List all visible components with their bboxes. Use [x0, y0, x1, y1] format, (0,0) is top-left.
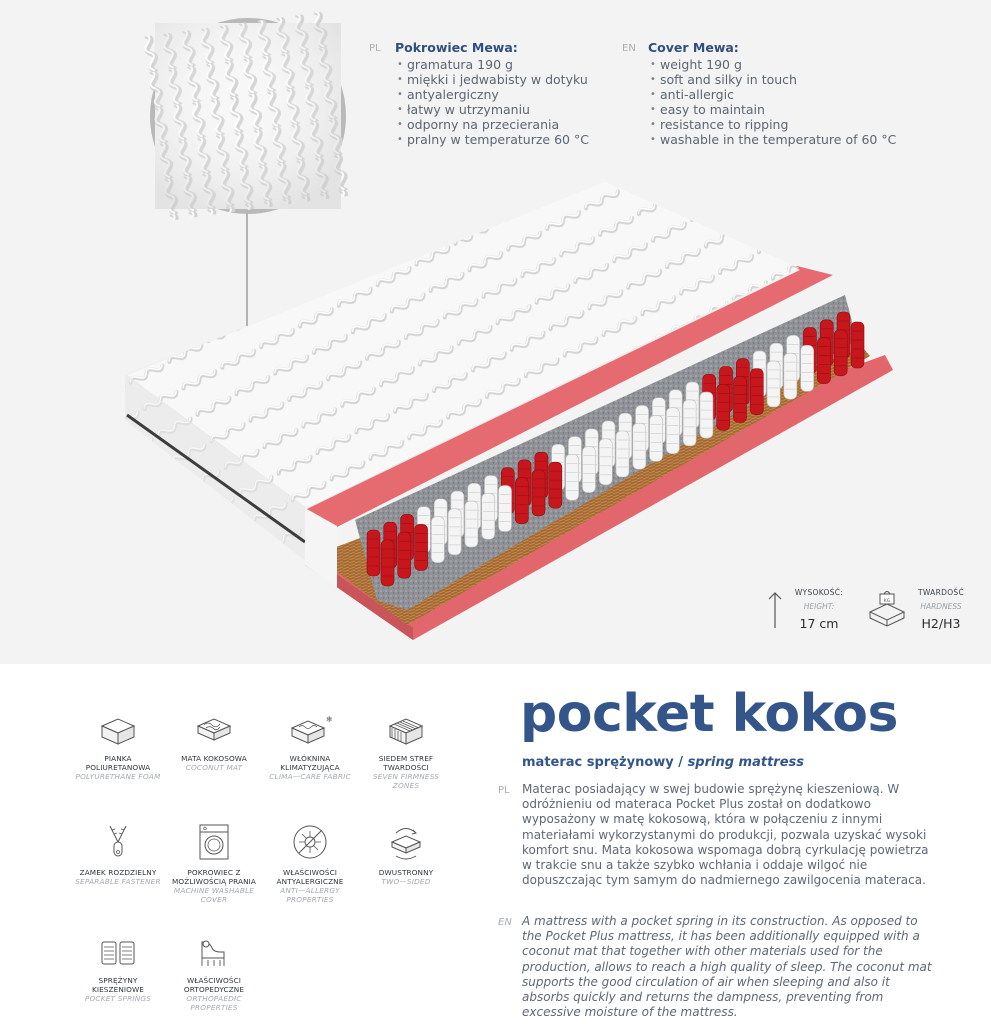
feature-label-en: POLYURETHANE FOAM [75, 772, 161, 781]
spring-pocket [398, 532, 411, 578]
washing-machine-icon [194, 822, 234, 862]
lang-label-en: EN [622, 43, 636, 54]
feature-orthopaedic [171, 938, 257, 1012]
feature-label-en: ORTHOPAEDIC PROPERTIES [186, 994, 242, 1012]
clima-fabric-icon [288, 714, 332, 748]
spring-pocket [700, 392, 713, 438]
cover-title-en: Cover Mewa: [648, 40, 739, 55]
spring-pocket [367, 530, 380, 576]
mattress-illustration [115, 170, 905, 650]
cover-description-en [622, 40, 897, 147]
lang-label-pl: PL [369, 43, 381, 54]
spring-pocket [784, 353, 797, 399]
feature-label-pl: SPRĘŻYNY KIESZENIOWE [91, 976, 145, 994]
spring-pocket [633, 423, 646, 469]
subtitle-separator: / [673, 755, 688, 770]
feature-zones [363, 714, 449, 790]
anti-allergy-icon [290, 822, 330, 862]
spring-pocket [650, 415, 663, 461]
coconut-mat-icon [194, 714, 234, 748]
list-item: • soft and silky in touch [648, 72, 896, 87]
height-spec [790, 588, 848, 631]
spring-pocket [616, 431, 629, 477]
product-title: pocket kokos [520, 684, 898, 744]
list-item: • miękki i jedwabisty w dotyku [395, 72, 589, 87]
feature-label-en: MACHINE WASHABLE COVER [173, 886, 255, 904]
hardness-label-pl: TWARDOŚĆ [917, 588, 964, 597]
spring-pocket [465, 501, 478, 547]
spring-pocket [834, 330, 847, 376]
spring-pocket [666, 408, 679, 454]
height-value: 17 cm [799, 616, 839, 631]
spring-pocket [599, 439, 612, 485]
feature-washable [171, 822, 257, 904]
spring-pocket [381, 540, 394, 586]
description-pl [498, 782, 932, 888]
feature-label-pl: WŁÓKNINA KLIMATYZUJĄCA [280, 754, 340, 772]
spring-pocket [499, 486, 512, 532]
feature-label-pl: PIANKA POLIURETANOWA [85, 754, 151, 772]
spring-pocket [801, 345, 814, 391]
weight-hardness-icon [866, 588, 908, 630]
feature-label-pl: WŁAŚCIWOŚCI ANTYALERGICZNE [276, 868, 344, 886]
feature-label-en: POCKET SPRINGS [84, 994, 152, 1003]
feature-label-pl: ZAMEK ROZDZIELNY [79, 868, 157, 877]
lang-label-en: EN [498, 917, 512, 928]
spring-pocket [851, 322, 864, 368]
cover-list-pl [395, 57, 589, 147]
description-text-pl: Materac posiadający w swej budowie sprężynę kieszeniową. W odróżnieniu od materaca Pocket Plus został on dodatkowo wyposażony w matę kokosową, która w połączeniu z innymi materiałami wykorzystanymi do produkcji, pozwala uzyskać wysoki komfort snu. Mata kokosowa wspomaga dobrą cyrkulację powietrza w trakcie snu a także szybko wchłania i oddaje wilgoć nie dopuszczając tym samym do nadmiernego zawilgocenia materaca. [522, 782, 929, 888]
spring-pocket [717, 384, 730, 430]
spring-pocket [549, 462, 562, 508]
list-item: • resistance to ripping [648, 117, 896, 132]
height-arrow-icon [766, 590, 784, 630]
orthopaedic-icon [194, 938, 234, 970]
two-sided-icon [386, 822, 426, 862]
list-item: • weight 190 g [648, 57, 896, 72]
spring-pocket [734, 377, 747, 423]
spring-pocket [415, 524, 428, 570]
list-item: • washable in the temperature of 60 °C [648, 132, 896, 147]
subtitle-pl: materac sprężynowy [522, 755, 674, 770]
list-item: • pralny w temperaturze 60 °C [395, 132, 589, 147]
feature-zipper [75, 822, 161, 886]
svg-text:❄: ❄ [326, 715, 333, 724]
spring-pocket [482, 493, 495, 539]
feature-label-pl: POKROWIEC Z MOŻLIWOŚCIĄ PRANIA [172, 868, 256, 886]
subtitle-en: spring mattress [687, 755, 805, 770]
list-item: • łatwy w utrzymaniu [395, 102, 589, 117]
list-item: • gramatura 190 g [395, 57, 589, 72]
feature-label-en: SEVEN FIRMNESS ZONES [372, 772, 440, 790]
feature-label-pl: SIEDEM STREF TWARDOŚCI [378, 754, 434, 772]
spring-pocket [515, 478, 528, 524]
feature-label-pl: MATA KOKOSOWA [181, 754, 247, 763]
spring-pocket [582, 447, 595, 493]
cover-title-pl: Pokrowiec Mewa: [395, 40, 518, 55]
cover-list-en [648, 57, 896, 147]
list-item: • anti-allergic [648, 87, 896, 102]
feature-clima [267, 714, 353, 781]
pocket-springs-icon [98, 938, 138, 970]
hardness-spec [912, 588, 970, 631]
seven-zones-icon [386, 714, 426, 748]
spring-pocket [750, 369, 763, 415]
height-label-pl: WYSOKOŚĆ: [794, 588, 844, 597]
feature-coconut [171, 714, 257, 772]
list-item: • odporny na przecierania [395, 117, 589, 132]
spring-pocket [431, 517, 444, 563]
lang-label-pl: PL [498, 785, 510, 796]
foam-icon [98, 714, 138, 748]
spring-pocket [683, 400, 696, 446]
feature-label-en: ANTI—ALLERGY PROPERTIES [280, 886, 340, 904]
feature-label-en: TWO—SIDED [381, 877, 431, 886]
list-item: • antyalergiczny [395, 87, 589, 102]
description-text-en: A mattress with a pocket spring in its construction. As opposed to the Pocket Plus mattress, it has been additionally equipped with a coconut mat that together with other materials used for the production, allows to reach a high quality of sleep. The coconut mat supports the good circulation of air when sleeping and also it absorbs quickly and returns the dampness, preventing from excessive moisture of the mattress. [522, 914, 932, 1020]
spring-pocket [566, 454, 579, 500]
feature-pocket-springs [75, 938, 161, 1003]
feature-label-en: COCONUT MAT [185, 763, 243, 772]
feature-label-en: SEPARABLE FASTENER [75, 877, 161, 886]
description-en [498, 914, 932, 1020]
zipper-icon [98, 822, 138, 862]
feature-anti-allergy [267, 822, 353, 904]
feature-label-pl: WŁAŚCIWOŚCI ORTOPEDYCZNE [183, 976, 245, 994]
kg-label: KG [883, 599, 891, 604]
spring-pocket [532, 470, 545, 516]
list-item: • easy to maintain [648, 102, 896, 117]
product-subtitle [522, 755, 804, 770]
spring-pocket [817, 338, 830, 384]
feature-label-pl: DWUSTRONNY [378, 868, 434, 877]
spring-pocket [767, 361, 780, 407]
feature-foam [75, 714, 161, 781]
feature-label-en: CLIMA—CARE FABRIC [269, 772, 351, 781]
feature-two-sided [363, 822, 449, 886]
cover-description-pl [369, 40, 589, 147]
hardness-label-en: HARDNESS [920, 602, 962, 611]
hardness-value: H2/H3 [921, 616, 961, 631]
height-label-en: HEIGHT: [803, 602, 835, 611]
spring-pocket [448, 509, 461, 555]
